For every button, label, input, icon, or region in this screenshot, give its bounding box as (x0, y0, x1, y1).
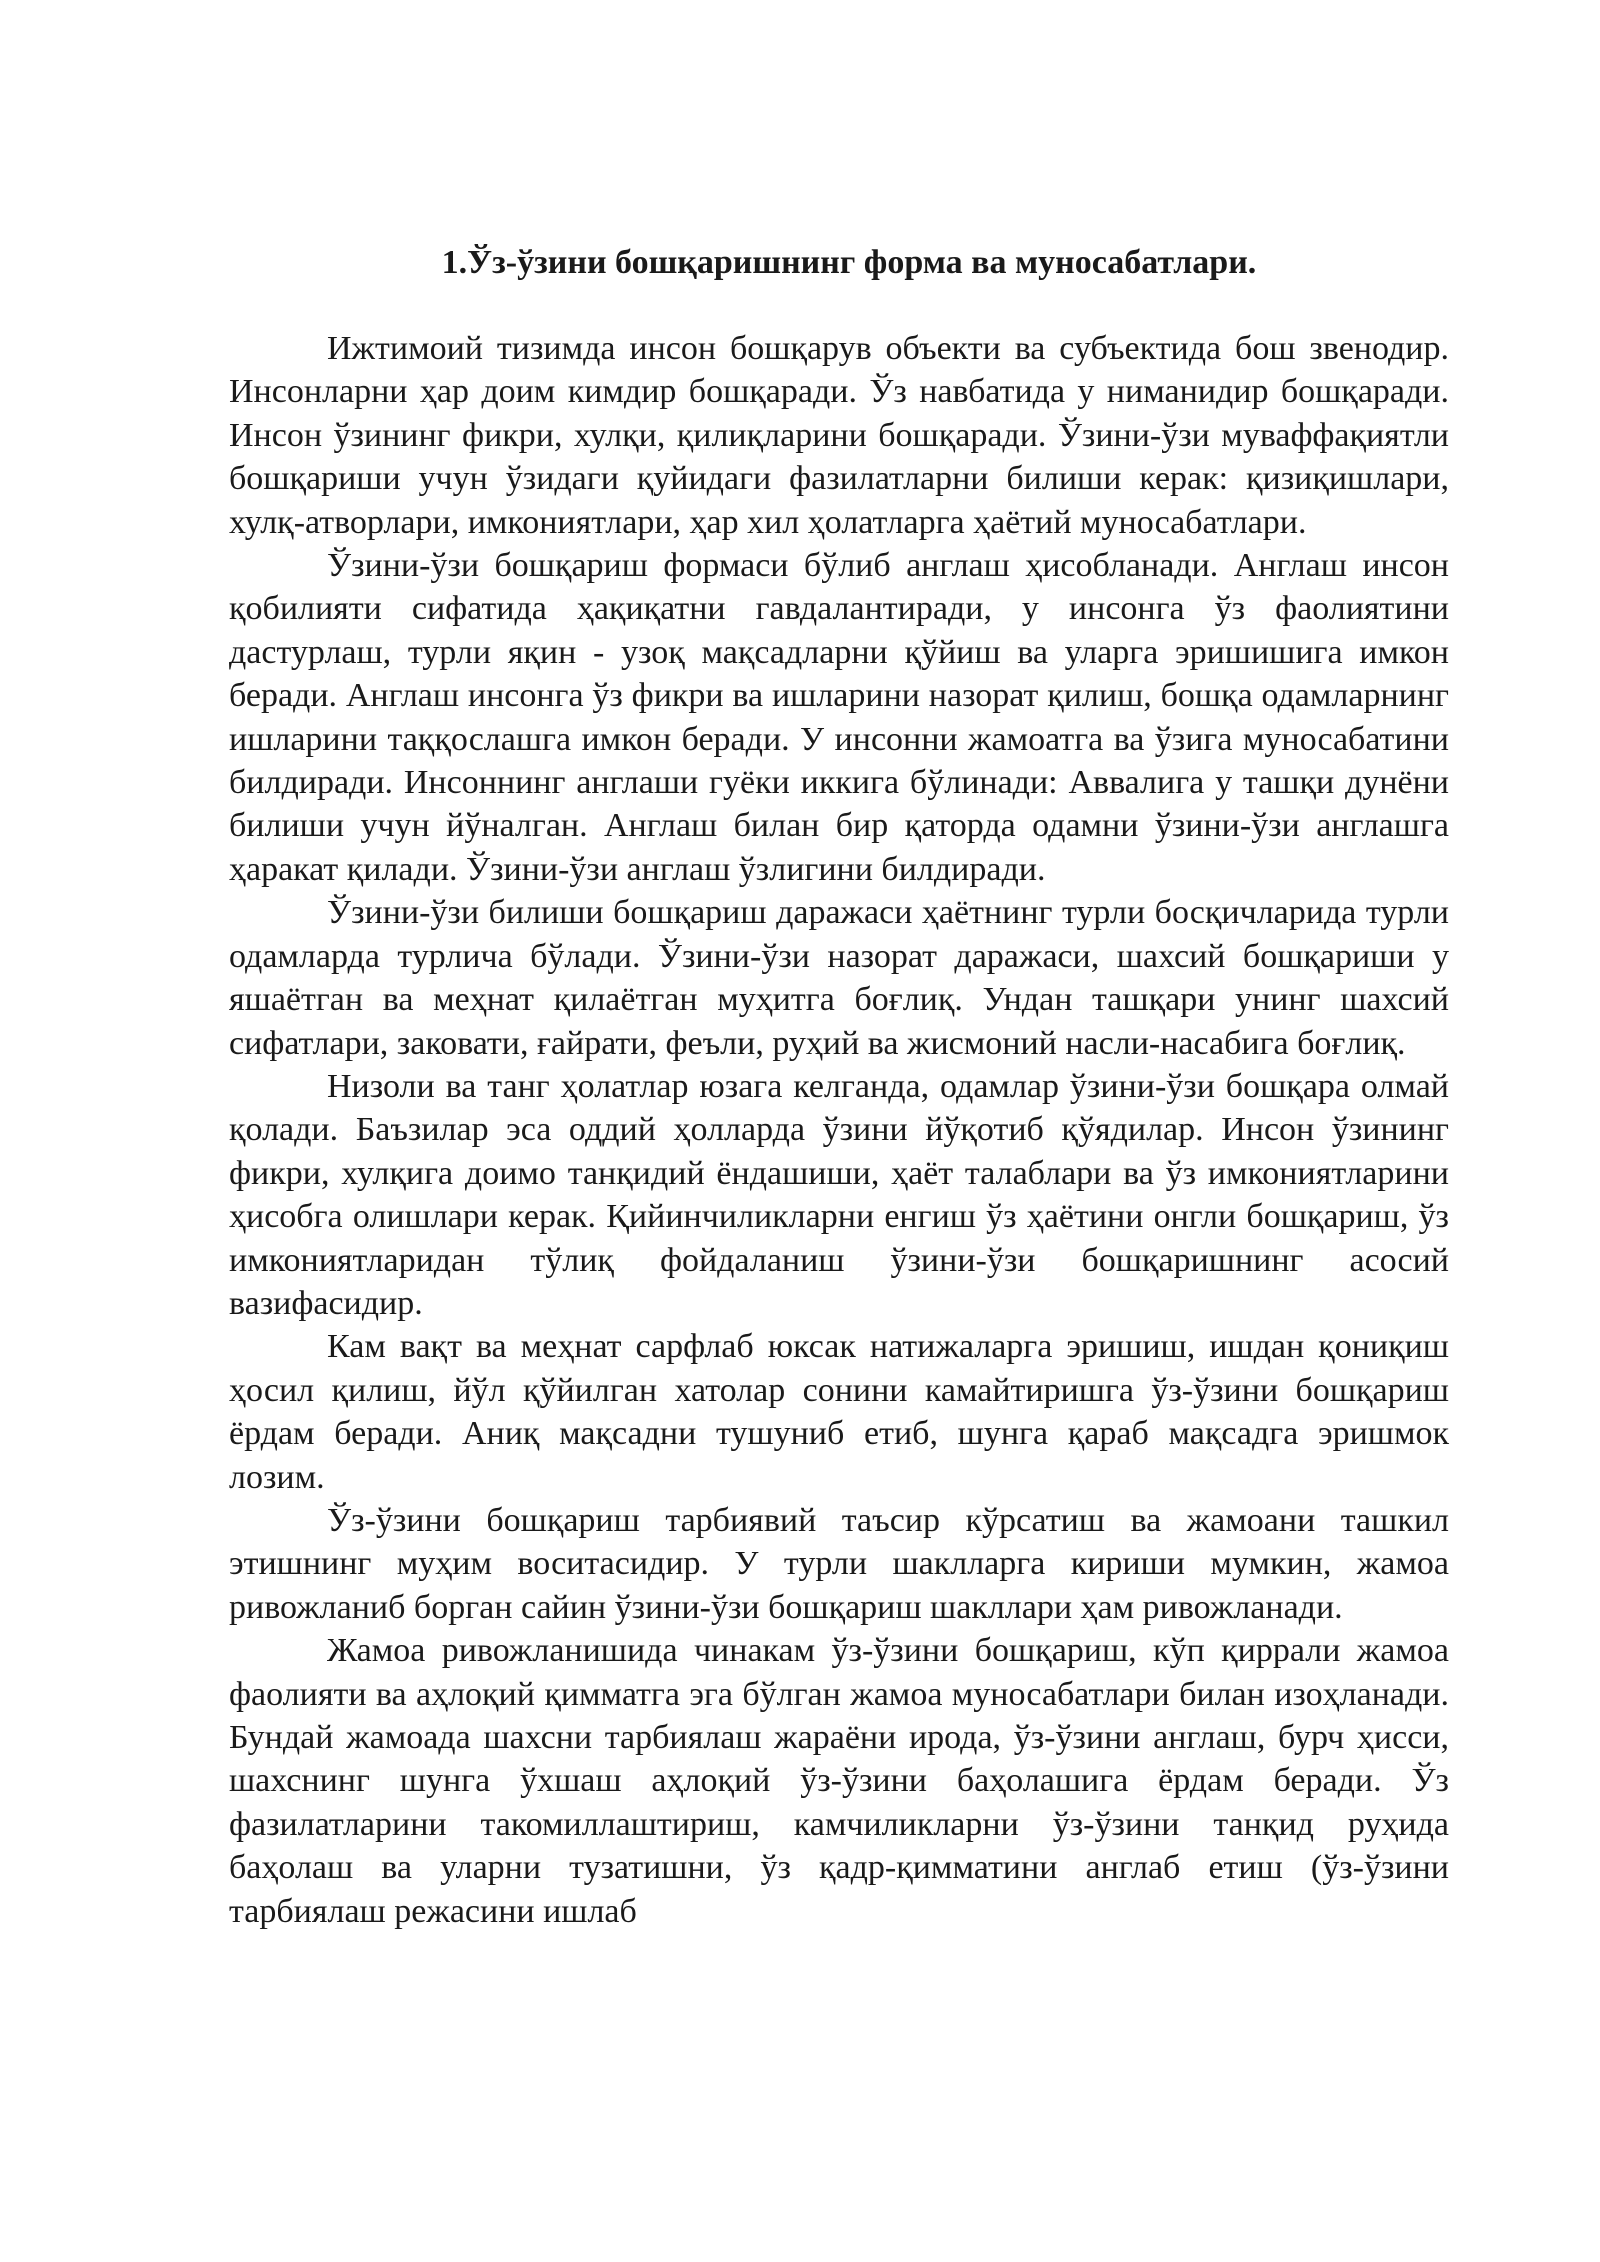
document-body (229, 243, 1449, 1933)
paragraph-5: Кам вақт ва меҳнат сарфлаб юксак натижаларга эришиш, ишдан қониқиш ҳосил қилиш, йўл қўйилган хатолар сонини камайтиришга ўз-ўзини бошқариш ёрдам беради. Аниқ мақсадни тушуниб етиб, шунга қараб мақсадга эришмок лозим. (229, 1328, 1449, 1496)
paragraph-1: Ижтимоий тизимда инсон бошқарув объекти ва субъектида бош звенодир. Инсонларни ҳар доим кимдир бошқаради. Ўз навбатида у ниманидир бошқаради. Инсон ўзининг фикри, хулқи, қилиқларини бошқаради. Ўзини-ўзи муваффақиятли бошқариши учун ўзидаги қуйидаги фазилатларни билиши керак: қизиқишлари, хулқ-атворлари, имкониятлари, ҳар хил ҳолатларга ҳаётий муносабатлари. (229, 330, 1449, 541)
paragraph-6: Ўз-ўзини бошқариш тарбиявий таъсир кўрсатиш ва жамоани ташкил этишнинг муҳим воситасидир. У турли шаклларга кириши мумкин, жамоа ривожланиб борган сайин ўзини-ўзи бошқариш шакллари ҳам ривожланади. (229, 1501, 1449, 1626)
paragraph-3: Ўзини-ўзи билиши бошқариш даражаси ҳаётнинг турли босқичларида турли одамларда турлича бўлади. Ўзини-ўзи назорат даражаси, шахсий бошқариши у яшаётган ва меҳнат қилаётган муҳитга боғлиқ. Ундан ташқари унинг шахсий сифатлари, заковати, ғайрати, феъли, руҳий ва жисмоний насли-насабига боғлиқ. (229, 894, 1449, 1062)
paragraph-7: Жамоа ривожланишида чинакам ўз-ўзини бошқариш, кўп қиррали жамоа фаолияти ва аҳлоқий қимматга эга бўлган жамоа муносабатлари билан изоҳланади. Бундай жамоада шахсни тарбиялаш жараёни ирода, ўз-ўзини англаш, бурч ҳисси, шахснинг шунга ўхшаш аҳлоқий ўз-ўзини баҳолашига ёрдам беради. Ўз фазилатларини такомиллаштириш, камчиликларни ўз-ўзини танқид руҳида баҳолаш ва уларни тузатишни, ўз қадр-қимматини англаб етиш (ўз-ўзини тарбиялаш режасини ишлаб (229, 1632, 1449, 1930)
document-title: 1.Ўз-ўзини бошқаришнинг форма ва муносабатлари. (441, 244, 1257, 281)
paragraph-2: Ўзини-ўзи бошқариш формаси бўлиб англаш ҳисобланади. Англаш инсон қобилияти сифатида ҳақиқатни гавдалантиради, у инсонга ўз фаолиятини дастурлаш, турли яқин - узоқ мақсадларни қўйиш ва уларга эришишига имкон беради. Англаш инсонга ўз фикри ва ишларини назорат қилиш, бошқа одамларнинг ишларини таққослашга имкон беради. У инсонни жамоатга ва ўзига муносабатини билдиради. Инсоннинг англаши гуёки иккига бўлинади: Аввалига у ташқи дунёни билиши учун йўналган. Англаш билан бир қаторда одамни ўзини-ўзи англашга ҳаракат қилади. Ўзини-ўзи англаш ўзлигини билдиради. (229, 547, 1449, 888)
paragraph-4: Низоли ва танг ҳолатлар юзага келганда, одамлар ўзини-ўзи бошқара олмай қолади. Баъзилар эса оддий ҳолларда ўзини йўқотиб қўядилар. Инсон ўзининг фикри, хулқига доимо танқидий ёндашиши, ҳаёт талаблари ва ўз имкониятларини ҳисобга олишлари керак. Қийинчиликларни енгиш ўз ҳаётини онгли бошқариш, ўз имкониятларидан тўлиқ фойдаланиш ўзини-ўзи бошқаришнинг асосий вазифасидир. (229, 1067, 1449, 1322)
